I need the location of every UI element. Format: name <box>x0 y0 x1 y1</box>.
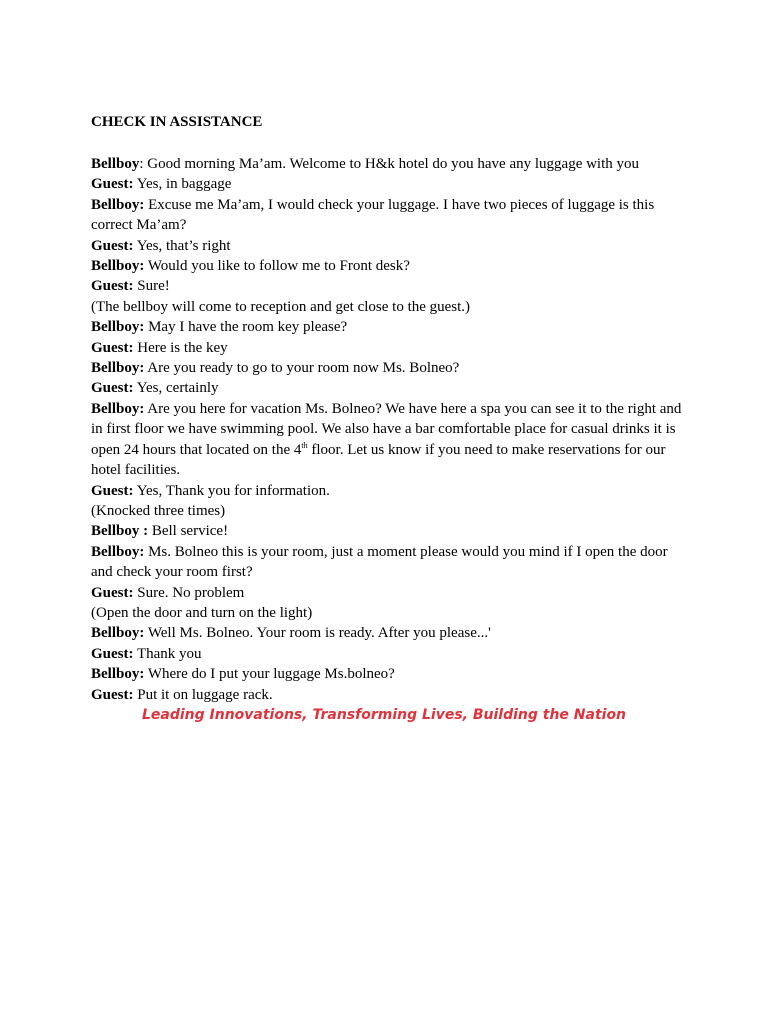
dialogue-line <box>91 236 683 256</box>
speaker-label: Bellboy: <box>91 196 145 213</box>
speaker-label: Guest: <box>91 339 134 356</box>
dialogue-line <box>91 542 683 583</box>
line-text: (Open the door and turn on the light) <box>91 604 313 621</box>
dialogue-line <box>91 317 683 337</box>
line-text: Are you ready to go to your room now Ms. Bolneo? <box>144 360 460 377</box>
line-text: Here is the key <box>133 339 228 356</box>
dialogue-line <box>91 583 683 603</box>
dialogue-line <box>91 338 683 358</box>
line-text: Sure! <box>133 278 170 295</box>
dialogue-line <box>91 195 683 236</box>
dialogue-line <box>91 521 683 541</box>
document-title: CHECK IN ASSISTANCE <box>91 114 263 130</box>
speaker-label: Guest: <box>91 482 134 499</box>
line-text: Thank you <box>133 645 202 662</box>
speaker-label: Bellboy: <box>91 666 145 683</box>
speaker-label: Bellboy: <box>91 400 145 417</box>
line-text: Yes, certainly <box>133 380 219 397</box>
footer-tagline: Leading Innovations, Transforming Lives, Building the Nation <box>141 707 627 723</box>
line-text: Good morning Ma’am. Welcome to H&k hotel do you have any luggage with you <box>143 156 640 172</box>
speaker-label: Bellboy: <box>91 543 145 560</box>
speaker-label: Bellboy: <box>91 360 145 377</box>
speaker-label: Bellboy <box>91 156 140 172</box>
dialogue-line <box>91 256 683 276</box>
dialogue-line <box>91 685 683 705</box>
dialogue-line <box>91 481 683 501</box>
line-text: (Knocked three times) <box>91 502 226 519</box>
dialogue-line <box>91 154 683 174</box>
line-text: Would you like to follow me to Front desk? <box>144 258 410 275</box>
dialogue-line <box>91 297 683 317</box>
ordinal-superscript: th <box>301 440 308 450</box>
line-text: May I have the room key please? <box>144 319 348 336</box>
dialogue-line <box>91 664 683 684</box>
dialogue-line <box>91 399 683 481</box>
dialogue-body <box>91 154 683 705</box>
speaker-label: Guest: <box>91 686 134 703</box>
speaker-separator: : <box>139 156 144 172</box>
line-text: Are you here for vacation Ms. Bolneo? We have here a spa you can see it to the right and in first floor we have swimming pool. We also have a bar comfortable place for casual drinks it is open 24 hours that located on the 4 <box>91 400 682 458</box>
line-text: Where do I put your luggage Ms.bolneo? <box>144 666 395 683</box>
line-text: Well Ms. Bolneo. Your room is ready. After you please...' <box>144 625 491 642</box>
dialogue-line <box>91 623 683 643</box>
line-text: Put it on luggage rack. <box>133 686 273 703</box>
speaker-label: Bellboy: <box>91 625 145 642</box>
speaker-label: Bellboy : <box>91 523 149 540</box>
line-text: Yes, that’s right <box>133 237 231 254</box>
line-text: Sure. No problem <box>133 584 245 601</box>
dialogue-line <box>91 603 683 623</box>
dialogue-line <box>91 378 683 398</box>
speaker-label: Guest: <box>91 380 134 397</box>
line-text: Excuse me Ma’am, I would check your luggage. I have two pieces of luggage is this correct Ma’am? <box>91 196 655 234</box>
line-text: (The bellboy will come to reception and get close to the guest.) <box>91 298 471 315</box>
speaker-label: Guest: <box>91 584 134 601</box>
dialogue-line <box>91 276 683 296</box>
line-text: Bell service! <box>148 523 229 540</box>
line-text: Yes, Thank you for information. <box>133 482 330 499</box>
speaker-label: Guest: <box>91 278 134 295</box>
speaker-label: Guest: <box>91 237 134 254</box>
dialogue-line <box>91 644 683 664</box>
line-text-continued: floor. Let us know if you need to make reservations for our hotel facilities. <box>91 441 666 479</box>
speaker-label: Bellboy: <box>91 258 145 275</box>
speaker-label: Guest: <box>91 645 134 662</box>
dialogue-line <box>91 358 683 378</box>
dialogue-line <box>91 501 683 521</box>
dialogue-line <box>91 174 683 194</box>
line-text: Yes, in baggage <box>133 176 232 193</box>
speaker-label: Guest: <box>91 176 134 193</box>
speaker-label: Bellboy: <box>91 319 145 336</box>
line-text: Ms. Bolneo this is your room, just a moment please would you mind if I open the door and check your room first? <box>91 543 668 581</box>
